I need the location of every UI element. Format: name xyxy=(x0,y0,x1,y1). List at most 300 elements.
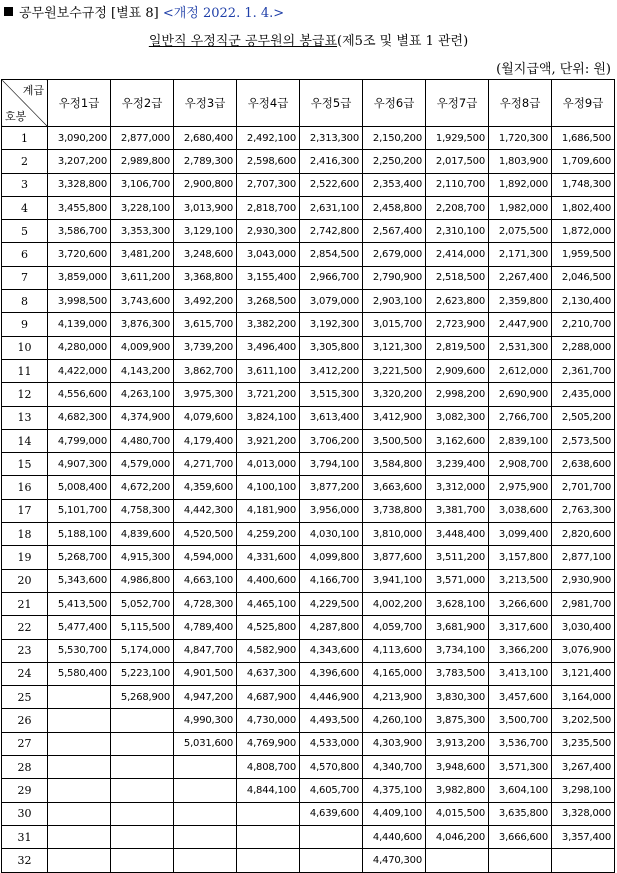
salary-cell: 4,030,100 xyxy=(300,523,363,546)
salary-cell: 2,877,100 xyxy=(552,546,615,569)
salary-cell: 2,680,400 xyxy=(174,127,237,150)
column-header: 우정2급 xyxy=(111,80,174,127)
salary-cell: 4,470,300 xyxy=(363,849,426,872)
salary-cell: 4,847,700 xyxy=(174,639,237,662)
salary-cell: 3,106,700 xyxy=(111,173,174,196)
salary-cell: 4,287,800 xyxy=(300,616,363,639)
salary-cell xyxy=(111,732,174,755)
salary-cell: 4,099,800 xyxy=(300,546,363,569)
salary-cell: 3,353,300 xyxy=(111,220,174,243)
salary-cell xyxy=(300,849,363,872)
salary-cell: 3,015,700 xyxy=(363,313,426,336)
salary-cell xyxy=(48,686,111,709)
salary-cell: 1,802,400 xyxy=(552,196,615,219)
salary-cell: 3,571,000 xyxy=(426,569,489,592)
salary-cell: 2,707,300 xyxy=(237,173,300,196)
salary-cell: 3,706,200 xyxy=(300,429,363,452)
salary-cell: 3,584,800 xyxy=(363,453,426,476)
salary-cell: 3,221,500 xyxy=(363,359,426,382)
salary-cell: 2,110,700 xyxy=(426,173,489,196)
salary-cell: 3,412,200 xyxy=(300,359,363,382)
salary-cell: 3,038,600 xyxy=(489,499,552,522)
step-cell: 3 xyxy=(2,173,48,196)
table-row xyxy=(2,406,615,429)
salary-cell: 2,518,500 xyxy=(426,266,489,289)
salary-cell xyxy=(111,849,174,872)
salary-cell: 2,313,300 xyxy=(300,127,363,150)
salary-cell: 4,990,300 xyxy=(174,709,237,732)
table-row xyxy=(2,290,615,313)
salary-cell: 4,728,300 xyxy=(174,592,237,615)
salary-cell: 4,375,100 xyxy=(363,779,426,802)
column-header: 우정8급 xyxy=(489,80,552,127)
step-cell: 14 xyxy=(2,429,48,452)
step-cell: 7 xyxy=(2,266,48,289)
salary-cell: 3,734,100 xyxy=(426,639,489,662)
salary-cell: 2,075,500 xyxy=(489,220,552,243)
table-row xyxy=(2,732,615,755)
salary-cell: 4,493,500 xyxy=(300,709,363,732)
table-row xyxy=(2,499,615,522)
corner-label-grade: 계급 xyxy=(22,84,44,97)
salary-cell: 3,328,800 xyxy=(48,173,111,196)
salary-cell: 3,496,400 xyxy=(237,336,300,359)
step-cell: 31 xyxy=(2,825,48,848)
salary-cell: 2,998,200 xyxy=(426,383,489,406)
table-row xyxy=(2,639,615,662)
salary-cell xyxy=(237,825,300,848)
salary-cell: 2,975,900 xyxy=(489,476,552,499)
salary-cell: 4,280,000 xyxy=(48,336,111,359)
salary-cell: 2,353,400 xyxy=(363,173,426,196)
salary-cell: 2,966,700 xyxy=(300,266,363,289)
salary-table xyxy=(1,79,615,873)
salary-cell: 3,738,800 xyxy=(363,499,426,522)
table-row xyxy=(2,150,615,173)
salary-cell: 3,681,900 xyxy=(426,616,489,639)
table-row xyxy=(2,220,615,243)
step-cell: 4 xyxy=(2,196,48,219)
salary-cell: 3,368,800 xyxy=(174,266,237,289)
table-row xyxy=(2,546,615,569)
salary-cell: 2,819,500 xyxy=(426,336,489,359)
salary-cell: 4,340,700 xyxy=(363,756,426,779)
salary-cell: 3,862,700 xyxy=(174,359,237,382)
salary-cell: 4,844,100 xyxy=(237,779,300,802)
salary-cell: 2,359,800 xyxy=(489,290,552,313)
salary-cell: 2,250,200 xyxy=(363,150,426,173)
salary-cell: 2,820,600 xyxy=(552,523,615,546)
salary-cell: 3,481,200 xyxy=(111,243,174,266)
table-row xyxy=(2,453,615,476)
salary-cell xyxy=(48,756,111,779)
salary-cell: 2,361,700 xyxy=(552,359,615,382)
salary-cell: 3,448,400 xyxy=(426,523,489,546)
salary-cell: 2,130,400 xyxy=(552,290,615,313)
salary-cell: 4,682,300 xyxy=(48,406,111,429)
table-row xyxy=(2,756,615,779)
salary-cell: 4,013,000 xyxy=(237,453,300,476)
salary-cell: 2,930,300 xyxy=(237,220,300,243)
salary-cell: 3,721,200 xyxy=(237,383,300,406)
salary-cell: 3,412,900 xyxy=(363,406,426,429)
salary-cell: 2,981,700 xyxy=(552,592,615,615)
step-cell: 1 xyxy=(2,127,48,150)
salary-cell: 1,872,000 xyxy=(552,220,615,243)
column-header: 우정6급 xyxy=(363,80,426,127)
salary-cell: 3,043,000 xyxy=(237,243,300,266)
step-cell: 11 xyxy=(2,359,48,382)
step-cell: 26 xyxy=(2,709,48,732)
salary-cell: 3,500,700 xyxy=(489,709,552,732)
step-cell: 8 xyxy=(2,290,48,313)
salary-cell: 3,876,300 xyxy=(111,313,174,336)
salary-cell xyxy=(174,825,237,848)
salary-cell: 2,416,300 xyxy=(300,150,363,173)
table-row xyxy=(2,802,615,825)
unit-note: (월지급액, 단위: 원) xyxy=(496,62,611,77)
step-cell: 27 xyxy=(2,732,48,755)
salary-cell: 3,382,200 xyxy=(237,313,300,336)
salary-cell: 4,907,300 xyxy=(48,453,111,476)
salary-cell xyxy=(111,802,174,825)
salary-cell: 3,875,300 xyxy=(426,709,489,732)
salary-cell: 4,442,300 xyxy=(174,499,237,522)
salary-cell: 5,188,100 xyxy=(48,523,111,546)
salary-cell xyxy=(174,849,237,872)
salary-cell: 1,929,500 xyxy=(426,127,489,150)
salary-cell: 4,374,900 xyxy=(111,406,174,429)
table-body xyxy=(2,127,615,873)
salary-cell: 4,637,300 xyxy=(237,662,300,685)
salary-cell: 4,229,500 xyxy=(300,592,363,615)
salary-cell: 3,948,600 xyxy=(426,756,489,779)
salary-cell: 2,989,800 xyxy=(111,150,174,173)
salary-cell: 2,414,000 xyxy=(426,243,489,266)
salary-cell xyxy=(489,849,552,872)
salary-cell: 2,877,000 xyxy=(111,127,174,150)
table-row xyxy=(2,825,615,848)
salary-cell: 4,672,200 xyxy=(111,476,174,499)
table-row xyxy=(2,569,615,592)
regulation-header xyxy=(4,2,284,21)
salary-cell: 3,090,200 xyxy=(48,127,111,150)
salary-cell: 5,580,400 xyxy=(48,662,111,685)
salary-cell: 5,052,700 xyxy=(111,592,174,615)
table-row xyxy=(2,476,615,499)
salary-cell: 4,533,000 xyxy=(300,732,363,755)
salary-cell: 4,687,900 xyxy=(237,686,300,709)
salary-cell: 2,930,900 xyxy=(552,569,615,592)
salary-cell: 3,357,400 xyxy=(552,825,615,848)
salary-cell: 3,604,100 xyxy=(489,779,552,802)
column-header: 우정4급 xyxy=(237,80,300,127)
table-row xyxy=(2,429,615,452)
salary-cell: 2,903,100 xyxy=(363,290,426,313)
step-cell: 18 xyxy=(2,523,48,546)
salary-cell: 2,458,800 xyxy=(363,196,426,219)
step-cell: 23 xyxy=(2,639,48,662)
salary-cell: 3,739,200 xyxy=(174,336,237,359)
salary-cell: 2,573,500 xyxy=(552,429,615,452)
salary-cell: 2,531,300 xyxy=(489,336,552,359)
salary-cell xyxy=(48,849,111,872)
step-cell: 28 xyxy=(2,756,48,779)
salary-cell: 3,982,800 xyxy=(426,779,489,802)
salary-cell: 4,015,500 xyxy=(426,802,489,825)
salary-cell: 3,076,900 xyxy=(552,639,615,662)
salary-cell xyxy=(111,756,174,779)
step-cell: 2 xyxy=(2,150,48,173)
salary-cell: 3,157,800 xyxy=(489,546,552,569)
salary-cell: 4,556,600 xyxy=(48,383,111,406)
salary-cell: 2,598,600 xyxy=(237,150,300,173)
salary-cell: 2,017,500 xyxy=(426,150,489,173)
salary-cell xyxy=(237,849,300,872)
table-row xyxy=(2,127,615,150)
salary-cell: 3,366,200 xyxy=(489,639,552,662)
square-bullet-icon xyxy=(4,7,13,16)
salary-cell: 4,139,000 xyxy=(48,313,111,336)
salary-cell: 3,511,200 xyxy=(426,546,489,569)
salary-cell: 4,730,000 xyxy=(237,709,300,732)
salary-cell: 4,639,600 xyxy=(300,802,363,825)
salary-cell: 5,477,400 xyxy=(48,616,111,639)
table-row xyxy=(2,709,615,732)
salary-cell: 4,359,600 xyxy=(174,476,237,499)
salary-cell xyxy=(111,709,174,732)
salary-cell: 3,129,100 xyxy=(174,220,237,243)
salary-cell: 2,909,600 xyxy=(426,359,489,382)
salary-cell: 3,613,400 xyxy=(300,406,363,429)
salary-cell xyxy=(48,825,111,848)
salary-cell: 3,164,000 xyxy=(552,686,615,709)
salary-cell: 4,263,100 xyxy=(111,383,174,406)
salary-cell: 3,941,100 xyxy=(363,569,426,592)
step-cell: 5 xyxy=(2,220,48,243)
salary-cell: 1,959,500 xyxy=(552,243,615,266)
column-header: 우정1급 xyxy=(48,80,111,127)
salary-cell: 2,150,200 xyxy=(363,127,426,150)
salary-cell: 3,628,100 xyxy=(426,592,489,615)
salary-cell: 4,594,000 xyxy=(174,546,237,569)
salary-cell: 2,701,700 xyxy=(552,476,615,499)
salary-cell: 3,266,600 xyxy=(489,592,552,615)
salary-cell: 4,331,600 xyxy=(237,546,300,569)
salary-cell: 2,435,000 xyxy=(552,383,615,406)
salary-cell: 4,808,700 xyxy=(237,756,300,779)
salary-cell: 2,789,300 xyxy=(174,150,237,173)
salary-cell: 2,766,700 xyxy=(489,406,552,429)
salary-cell: 2,171,300 xyxy=(489,243,552,266)
salary-cell xyxy=(174,756,237,779)
table-row xyxy=(2,196,615,219)
salary-cell: 4,525,800 xyxy=(237,616,300,639)
table-row xyxy=(2,336,615,359)
salary-cell: 3,079,000 xyxy=(300,290,363,313)
column-header: 우정9급 xyxy=(552,80,615,127)
step-cell: 12 xyxy=(2,383,48,406)
corner-header-cell xyxy=(2,80,48,127)
salary-cell: 4,799,000 xyxy=(48,429,111,452)
table-row xyxy=(2,779,615,802)
salary-cell xyxy=(48,779,111,802)
salary-cell: 2,763,300 xyxy=(552,499,615,522)
table-row xyxy=(2,243,615,266)
table-row xyxy=(2,383,615,406)
salary-cell: 3,877,200 xyxy=(300,476,363,499)
salary-cell: 2,790,900 xyxy=(363,266,426,289)
table-row xyxy=(2,849,615,872)
salary-cell: 3,082,300 xyxy=(426,406,489,429)
salary-cell: 5,268,700 xyxy=(48,546,111,569)
salary-cell: 3,611,100 xyxy=(237,359,300,382)
salary-cell: 3,913,200 xyxy=(426,732,489,755)
salary-cell: 2,046,500 xyxy=(552,266,615,289)
column-header: 우정3급 xyxy=(174,80,237,127)
table-row xyxy=(2,523,615,546)
page-title xyxy=(0,30,617,49)
corner-label-step: 호봉 xyxy=(5,110,27,123)
salary-cell: 3,030,400 xyxy=(552,616,615,639)
salary-cell xyxy=(111,779,174,802)
salary-cell: 4,605,700 xyxy=(300,779,363,802)
salary-cell: 2,522,600 xyxy=(300,173,363,196)
salary-cell: 2,267,400 xyxy=(489,266,552,289)
salary-cell: 3,312,000 xyxy=(426,476,489,499)
salary-cell: 3,228,100 xyxy=(111,196,174,219)
salary-cell: 4,213,900 xyxy=(363,686,426,709)
salary-cell: 5,101,700 xyxy=(48,499,111,522)
salary-cell: 4,663,100 xyxy=(174,569,237,592)
salary-cell xyxy=(552,849,615,872)
salary-cell: 3,267,400 xyxy=(552,756,615,779)
salary-cell: 4,400,600 xyxy=(237,569,300,592)
salary-cell: 3,457,600 xyxy=(489,686,552,709)
salary-cell: 3,455,800 xyxy=(48,196,111,219)
salary-cell: 3,192,300 xyxy=(300,313,363,336)
salary-cell: 3,155,400 xyxy=(237,266,300,289)
salary-cell: 3,305,800 xyxy=(300,336,363,359)
salary-cell: 1,892,000 xyxy=(489,173,552,196)
salary-cell: 3,536,700 xyxy=(489,732,552,755)
table-row xyxy=(2,173,615,196)
salary-cell: 3,666,600 xyxy=(489,825,552,848)
salary-cell: 3,121,300 xyxy=(363,336,426,359)
salary-cell: 2,505,200 xyxy=(552,406,615,429)
salary-cell: 2,631,100 xyxy=(300,196,363,219)
salary-cell: 2,447,900 xyxy=(489,313,552,336)
salary-cell: 4,079,600 xyxy=(174,406,237,429)
salary-cell: 3,202,500 xyxy=(552,709,615,732)
salary-cell: 3,213,500 xyxy=(489,569,552,592)
step-cell: 9 xyxy=(2,313,48,336)
salary-cell: 3,877,600 xyxy=(363,546,426,569)
table-row xyxy=(2,686,615,709)
salary-cell: 4,915,300 xyxy=(111,546,174,569)
salary-cell: 3,611,200 xyxy=(111,266,174,289)
salary-cell: 4,839,600 xyxy=(111,523,174,546)
salary-cell: 3,635,800 xyxy=(489,802,552,825)
column-header: 우정7급 xyxy=(426,80,489,127)
step-cell: 13 xyxy=(2,406,48,429)
salary-cell xyxy=(426,849,489,872)
salary-cell: 3,239,400 xyxy=(426,453,489,476)
salary-cell: 4,059,700 xyxy=(363,616,426,639)
salary-cell xyxy=(48,732,111,755)
title-main: 일반직 우정직군 공무원의 봉급표 xyxy=(148,34,338,49)
step-cell: 17 xyxy=(2,499,48,522)
salary-cell: 4,465,100 xyxy=(237,592,300,615)
salary-cell: 3,413,100 xyxy=(489,662,552,685)
table-row xyxy=(2,266,615,289)
salary-cell: 4,113,600 xyxy=(363,639,426,662)
salary-cell: 1,803,900 xyxy=(489,150,552,173)
salary-cell: 2,567,400 xyxy=(363,220,426,243)
salary-cell: 2,310,100 xyxy=(426,220,489,243)
salary-cell: 4,480,700 xyxy=(111,429,174,452)
salary-cell: 3,824,100 xyxy=(237,406,300,429)
salary-cell: 4,446,900 xyxy=(300,686,363,709)
salary-cell: 3,381,700 xyxy=(426,499,489,522)
salary-cell: 3,248,600 xyxy=(174,243,237,266)
salary-cell xyxy=(48,709,111,732)
salary-cell: 4,343,600 xyxy=(300,639,363,662)
salary-cell: 2,210,700 xyxy=(552,313,615,336)
salary-cell: 3,720,600 xyxy=(48,243,111,266)
salary-cell: 3,013,900 xyxy=(174,196,237,219)
table-row xyxy=(2,359,615,382)
salary-cell: 1,686,500 xyxy=(552,127,615,150)
salary-cell: 3,320,200 xyxy=(363,383,426,406)
salary-cell: 3,921,200 xyxy=(237,429,300,452)
salary-cell: 3,235,500 xyxy=(552,732,615,755)
salary-cell: 4,582,900 xyxy=(237,639,300,662)
salary-cell: 5,223,100 xyxy=(111,662,174,685)
step-cell: 30 xyxy=(2,802,48,825)
step-cell: 16 xyxy=(2,476,48,499)
table-row xyxy=(2,592,615,615)
salary-cell: 4,100,100 xyxy=(237,476,300,499)
salary-cell: 3,492,200 xyxy=(174,290,237,313)
salary-cell: 3,571,300 xyxy=(489,756,552,779)
table-row xyxy=(2,616,615,639)
salary-cell: 5,174,000 xyxy=(111,639,174,662)
salary-cell: 3,207,200 xyxy=(48,150,111,173)
salary-cell: 3,975,300 xyxy=(174,383,237,406)
salary-cell: 2,908,700 xyxy=(489,453,552,476)
salary-cell: 2,492,100 xyxy=(237,127,300,150)
salary-cell: 4,271,700 xyxy=(174,453,237,476)
salary-cell: 2,690,900 xyxy=(489,383,552,406)
header-row xyxy=(2,80,615,127)
salary-cell: 4,440,600 xyxy=(363,825,426,848)
salary-cell: 2,839,100 xyxy=(489,429,552,452)
salary-cell xyxy=(111,825,174,848)
salary-cell: 3,317,600 xyxy=(489,616,552,639)
step-cell: 6 xyxy=(2,243,48,266)
salary-cell: 3,956,000 xyxy=(300,499,363,522)
salary-cell: 3,162,600 xyxy=(426,429,489,452)
salary-cell: 4,901,500 xyxy=(174,662,237,685)
salary-cell: 4,143,200 xyxy=(111,359,174,382)
salary-cell: 4,046,200 xyxy=(426,825,489,848)
salary-cell: 5,413,500 xyxy=(48,592,111,615)
salary-cell: 2,679,000 xyxy=(363,243,426,266)
salary-cell: 3,810,000 xyxy=(363,523,426,546)
salary-cell: 4,422,000 xyxy=(48,359,111,382)
title-suffix: (제5조 및 별표 1 관련) xyxy=(337,34,469,49)
